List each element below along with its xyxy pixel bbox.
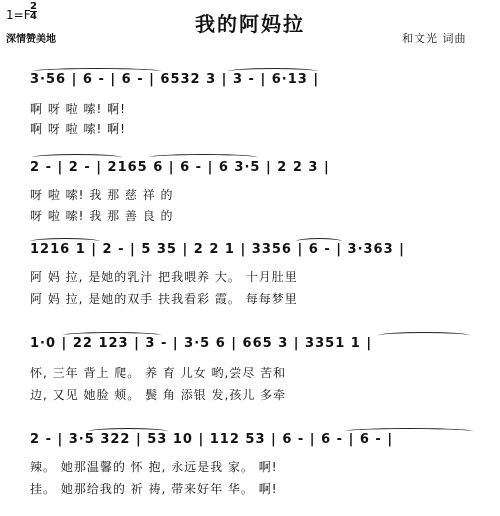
lyrics-verse2-line-2: 呀 啦 嗦! 我 那 善 良 的 <box>30 209 174 223</box>
lyrics-verse1-line-2: 呀 啦 嗦! 我 那 慈 祥 的 <box>30 188 174 202</box>
phrase-slur <box>62 332 162 339</box>
phrase-slur <box>378 332 470 339</box>
meter-top: 2 <box>30 1 37 12</box>
phrase-slur <box>296 238 342 245</box>
lyrics-verse1-line-4: 怀, 三年 背上 爬。 养 育 儿女 哟,尝尽 苦和 <box>30 366 287 380</box>
phrase-slur <box>32 154 122 161</box>
phrase-slur <box>30 238 100 245</box>
notation-line-2: 2 - | 2 - | 2165 6 | 6 - | 6 3·5 | 2 2 3 | <box>30 160 330 175</box>
song-title: 我的阿妈拉 <box>195 12 305 36</box>
phrase-slur <box>228 68 318 75</box>
lyrics-verse2-line-3: 阿 妈 拉, 是她的双手 扶我看彩 霞。 每每梦里 <box>30 292 298 306</box>
notation-line-3: 1216 1 | 2 - | 5 35 | 2 2 1 | 3356 | 6 - | 3·363 | <box>30 242 405 257</box>
notation-line-4: 1·0 | 22 123 | 3 - | 3·5 6 | 665 3 | 3351 1 | <box>30 336 373 351</box>
expression-mark: 深情赞美地 <box>6 34 56 45</box>
phrase-slur <box>32 68 162 75</box>
lyrics-verse1-line-5: 辣。 她那温馨的 怀 抱, 永远是我 家。 啊! <box>30 460 278 474</box>
phrase-slur <box>344 428 474 435</box>
meter-bottom: 4 <box>30 11 37 22</box>
phrase-slur <box>148 154 258 161</box>
phrase-slur <box>88 428 168 435</box>
lyrics-verse1-line-1: 啊 呀 啦 嗦! 啊! <box>30 102 126 116</box>
lyrics-verse2-line-5: 挂。 她那给我的 祈 祷, 带来好年 华。 啊! <box>30 482 278 496</box>
notation-line-5: 2 - | 3·5 322 | 53 10 | 112 53 | 6 - | 6 - | 6 - | <box>30 432 394 447</box>
key-signature: 1=F <box>6 8 31 22</box>
lyrics-verse2-line-1: 啊 呀 啦 嗦! 啊! <box>30 122 126 136</box>
notation-line-1: 3·56 | 6 - | 6 - | 6532 3 | 3 - | 6·13 | <box>30 72 320 87</box>
lyrics-verse1-line-3: 阿 妈 拉, 是她的乳汁 把我喂养 大。 十月肚里 <box>30 270 298 284</box>
lyrics-verse2-line-4: 边, 又见 她脸 颊。 鬓 角 添银 发,孩儿 多牵 <box>30 388 287 402</box>
credit-line: 和文光 词曲 <box>402 32 467 45</box>
